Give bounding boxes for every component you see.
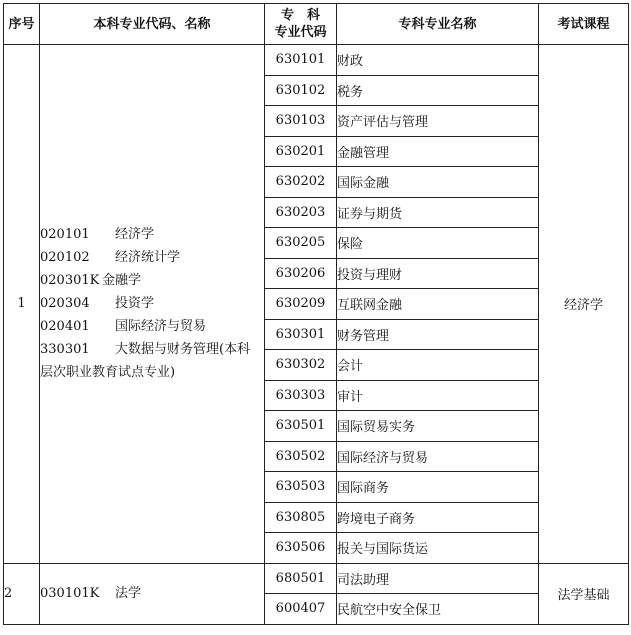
major-code: 630201 bbox=[265, 136, 337, 167]
major-name: 投资与理财 bbox=[337, 258, 539, 289]
header-code bbox=[265, 4, 337, 45]
major-name: 会计 bbox=[337, 350, 539, 381]
major-name: 跨境电子商务 bbox=[337, 502, 539, 533]
major-name: 审计 bbox=[337, 380, 539, 411]
major-name: 金融管理 bbox=[337, 136, 539, 167]
major-code: 630503 bbox=[265, 472, 337, 503]
major-name: 财务管理 bbox=[337, 319, 539, 350]
major-code: 630209 bbox=[265, 289, 337, 320]
group-1-course: 经济学 bbox=[539, 45, 629, 564]
major-code: 630203 bbox=[265, 197, 337, 228]
major-code: 680501 bbox=[265, 563, 337, 594]
major-code: 630101 bbox=[265, 45, 337, 76]
group-1-seq: 1 bbox=[4, 45, 40, 564]
major-code: 630303 bbox=[265, 380, 337, 411]
major-name: 税务 bbox=[337, 75, 539, 106]
major-code: 600407 bbox=[265, 594, 337, 625]
major-name: 财政 bbox=[337, 45, 539, 76]
major-code: 630206 bbox=[265, 258, 337, 289]
major-name: 资产评估与管理 bbox=[337, 106, 539, 137]
major-name: 证券与期货 bbox=[337, 197, 539, 228]
undergrad-item-tail: 层次职业教育试点专业) bbox=[40, 365, 176, 381]
group-2-undergrad bbox=[40, 563, 265, 624]
undergrad-item: 020101 经济学 bbox=[40, 227, 155, 243]
header-code-line2: 专业代码 bbox=[274, 25, 327, 40]
major-name: 国际金融 bbox=[337, 167, 539, 198]
major-code: 630301 bbox=[265, 319, 337, 350]
undergrad-item: 330301 大数据与财务管理(本科 bbox=[40, 342, 251, 358]
major-code: 630205 bbox=[265, 228, 337, 259]
major-code: 630103 bbox=[265, 106, 337, 137]
major-name: 互联网金融 bbox=[337, 289, 539, 320]
major-mapping-table bbox=[3, 3, 629, 625]
major-name: 国际商务 bbox=[337, 472, 539, 503]
table-row bbox=[4, 563, 629, 594]
major-name: 国际贸易实务 bbox=[337, 411, 539, 442]
undergrad-item: 020401 国际经济与贸易 bbox=[40, 319, 207, 335]
group-2-course: 法学基础 bbox=[539, 563, 629, 624]
major-code: 630805 bbox=[265, 502, 337, 533]
header-row bbox=[4, 4, 629, 45]
major-code: 630501 bbox=[265, 411, 337, 442]
major-name: 国际经济与贸易 bbox=[337, 441, 539, 472]
major-name: 报关与国际货运 bbox=[337, 533, 539, 564]
major-code: 630102 bbox=[265, 75, 337, 106]
undergrad-item: 020102 经济统计学 bbox=[40, 250, 181, 266]
table-row bbox=[4, 45, 629, 76]
major-code: 630202 bbox=[265, 167, 337, 198]
header-seq: 序号 bbox=[4, 4, 40, 45]
major-code: 630502 bbox=[265, 441, 337, 472]
undergrad-item: 020301K 金融学 bbox=[40, 273, 142, 289]
major-code: 630302 bbox=[265, 350, 337, 381]
undergrad-item: 030101K 法学 bbox=[40, 586, 142, 601]
major-code: 630506 bbox=[265, 533, 337, 564]
major-name: 司法助理 bbox=[337, 563, 539, 594]
group-1-undergrad bbox=[40, 45, 265, 564]
header-name: 专科专业名称 bbox=[337, 4, 539, 45]
header-code-line1: 专 科 bbox=[280, 8, 320, 23]
header-undergrad: 本科专业代码、名称 bbox=[40, 4, 265, 45]
group-2-seq: 2 bbox=[4, 563, 40, 624]
major-name: 民航空中安全保卫 bbox=[337, 594, 539, 625]
header-course: 考试课程 bbox=[539, 4, 629, 45]
undergrad-item: 020304 投资学 bbox=[40, 296, 155, 312]
major-name: 保险 bbox=[337, 228, 539, 259]
